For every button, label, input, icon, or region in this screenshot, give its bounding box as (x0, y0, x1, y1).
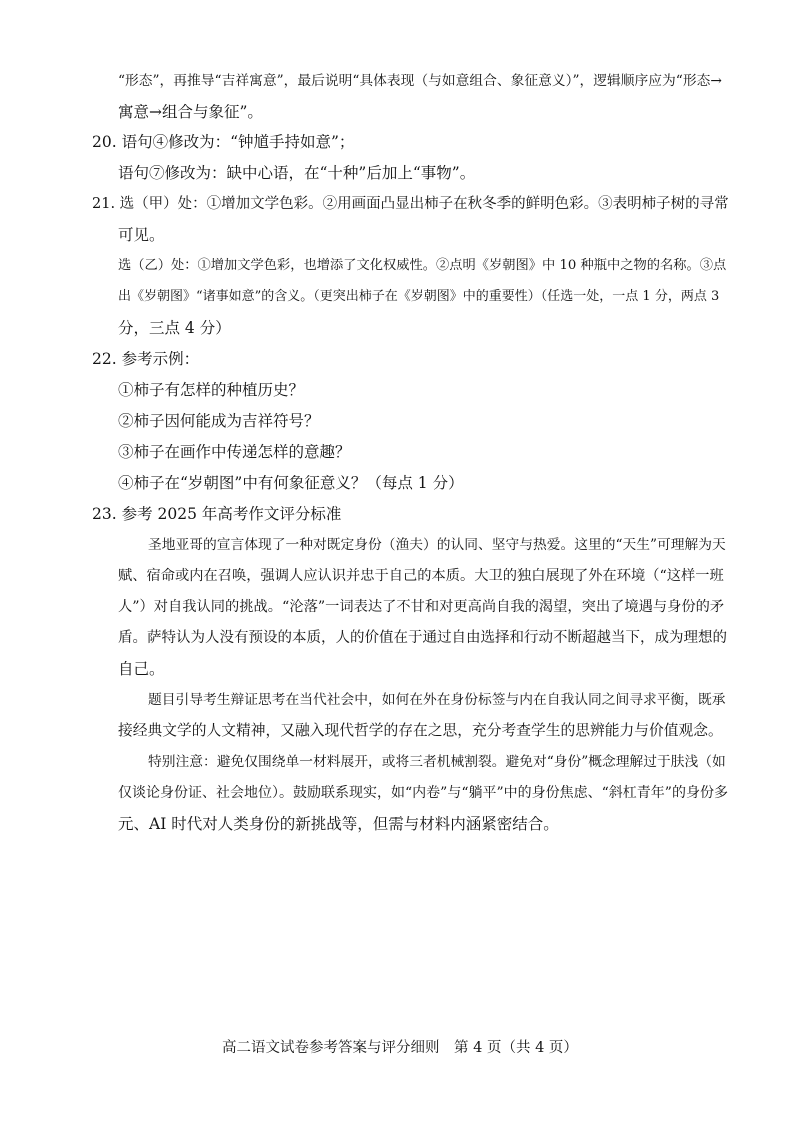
q23-para1-line-1: 圣地亚哥的宣言体现了一种对既定身份（渔夫）的认同、坚守与热爱。这里的“天生”可理解为天 (148, 537, 726, 553)
q19-continuation-line-2: 寓意→组合与象征”。 (118, 103, 263, 121)
q21-line-2: 可见。 (118, 226, 165, 244)
q23-para2-line-2: 接经典文学的人文精神，又融入现代哲学的存在之思，充分考查学生的思辨能力与价值观念。 (118, 722, 723, 739)
q21-line-1: 21. 选（甲）处：①增加文学色彩。②用画面凸显出柿子在秋冬季的鲜明色彩。③表明柿子树的寻常 (92, 196, 729, 212)
q20-line-2: 语句⑦修改为：缺中心语，在“十种”后加上“事物”。 (118, 164, 476, 182)
q23-para2-line-1: 题目引导考生辩证思考在当代社会中，如何在外在身份标签与内在自我认同之间寻求平衡，既承 (148, 692, 726, 708)
q23-para1-line-2: 赋、宿命或内在召唤，强调人应认识并忠于自己的本质。大卫的独白展现了外在环境（“这样一班 (118, 568, 724, 584)
q22-example-3: ③柿子在画作中传递怎样的意趣？ (118, 443, 351, 461)
q23-para1-line-3: 人”）对自我认同的挑战。“沦落”一词表达了不甘和对更高尚自我的渴望，突出了境遇与身份的矛 (118, 599, 725, 615)
q21-line-4: 出《岁朝图》“诸事如意”的含义。（更突出柿子在《岁朝图》中的重要性）（任选一处，一点 1 分，两点 3 (118, 289, 720, 304)
q21-line-3: 选（乙）处：①增加文学色彩，也增添了文化权威性。②点明《岁朝图》中 10 种瓶中之物的名称。③点 (118, 258, 727, 273)
q23-para1-line-5: 自己。 (118, 660, 165, 678)
q23-para3-line-1: 特别注意：避免仅围绕单一材料展开，或将三者机械割裂。避免对“身份”概念理解过于肤浅（如 (148, 754, 726, 770)
q21-line-5: 分，三点 4 分） (118, 319, 231, 337)
q22-example-2: ②柿子因何能成为吉祥符号？ (118, 412, 320, 430)
page-footer: 高二语文试卷参考答案与评分细则 第 4 页（共 4 页） (222, 1040, 578, 1056)
q22-example-4: ④柿子在“岁朝图”中有何象征意义？（每点 1 分） (118, 474, 464, 492)
q19-continuation-line-1: “形态”，再推导“吉祥寓意”，最后说明“具体表现（与如意组合、象征意义）”，逻辑顺序应为“形态→ (118, 73, 722, 89)
q23-heading: 23. 参考 2025 年高考作文评分标准 (92, 505, 342, 523)
q23-para3-line-2: 仅谈论身份证、社会地位）。鼓励联系现实，如“内卷”与“躺平”中的身份焦虑、“斜杠青年”的身份多 (118, 785, 728, 801)
q23-para1-line-4: 盾。萨特认为人没有预设的本质，人的价值在于通过自由选择和行动不断超越当下，成为理想的 (118, 630, 727, 646)
q23-para3-line-3: 元、AI 时代对人类身份的新挑战等，但需与材料内涵紧密结合。 (118, 815, 559, 833)
q22-line-1: 22. 参考示例： (92, 350, 200, 368)
q22-example-1: ①柿子有怎样的种植历史？ (118, 381, 305, 399)
q20-line-1: 20. 语句④修改为：“钟馗手持如意”； (92, 133, 355, 151)
